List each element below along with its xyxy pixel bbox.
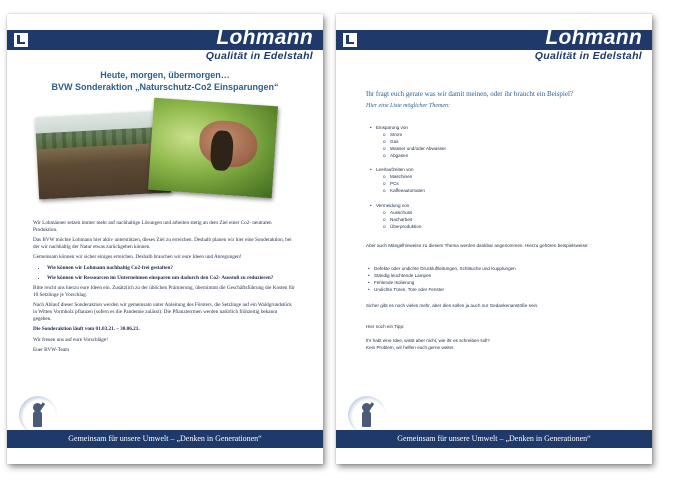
- examples-list: [374, 265, 516, 293]
- topic-item: o Gas: [376, 138, 446, 145]
- paragraph: Ihr habt eine Idee, wisst aber nicht, wie ihr es schreiben soll?: [366, 338, 490, 343]
- brand-tagline: Qualität in Edelstahl: [534, 50, 642, 62]
- flyer-page-1: [7, 14, 323, 464]
- paragraph: Bitte reicht uns hierzu eure Ideen ein. Zusätzlich zu der üblichen Prämierung, übernimmt die Geschäftsführung die Kosten für 10 Setzlinge je Vorschlag.: [33, 285, 295, 298]
- topic-group: [376, 124, 446, 159]
- paragraph: Kein Problem, wir helfen euch gerne weiter.: [366, 344, 455, 350]
- topic-group: [376, 166, 425, 194]
- topic-group-label: • Leerlaufzeiten von: [376, 166, 425, 173]
- topic-group-label: • Einsparung von: [376, 124, 446, 131]
- topic-item: o Ausschuss: [376, 209, 421, 216]
- paragraph: Nach Ablauf dieser Sonderaktion werden wir gemeinsam unter Anleitung des Försters, die Setzlinge auf ein Waldgrundstück in Witten Vormholz pflanzen (sofern es die Pandemie zulässt). Die Pflanzterrmen werden natürlich frühzeitig bekannt gegeben.: [33, 302, 292, 322]
- topic-item: o Abgasen: [376, 152, 446, 159]
- body-text: [33, 220, 295, 354]
- example-item: • Defekte oder undichte Druckluftleitungen, Schläuche und Kupplungen: [374, 265, 516, 272]
- paragraph: Aber auch Mängelhinweise zu diesem Thema werden dankbar angenommen. Hierzu gehören beispielsweise:: [366, 243, 589, 248]
- paragraph: Hier noch ein Tipp:: [366, 324, 405, 329]
- page-title-line2: BVW Sonderaktion „Naturschutz-Co2 Einsparungen“: [51, 82, 279, 92]
- lohmann-logo-icon: [13, 32, 29, 48]
- campaign-dates: Die Sonderaktion läuft vom 01.03.21. – 30.06.21.: [33, 326, 140, 333]
- paragraph: Sicher gibt es noch vieles mehr, aber dies sollen ja auch nur Gedankenanstöße sein.: [366, 303, 539, 308]
- brand-tagline: Qualität in Edelstahl: [205, 50, 313, 62]
- brand-name: Lohmann: [545, 26, 642, 49]
- topics-subtitle: Hier eine Liste möglicher Themen:: [366, 103, 450, 109]
- tip-label: [366, 324, 636, 331]
- intro-question: Ihr fragt euch gerate was wir damit meinen, oder ihr braucht ein Beispiel?: [366, 90, 574, 98]
- mascot-figure-icon: [348, 396, 386, 434]
- flyer-page-2: [336, 14, 652, 464]
- topic-item: o Überproduktion: [376, 223, 421, 230]
- paragraph: Wir Lohmänner setzen immer mehr auf nachhaltige Lösungen und arbeiten stetig an dem Ziel einer Co2- neutralen Produktion.: [33, 220, 272, 233]
- more-text: [366, 303, 636, 310]
- example-item: • Undichte Türen, Tore oder Fenster: [374, 286, 516, 293]
- lohmann-logo-icon: [342, 32, 358, 48]
- topic-group-label: • Vermeidung von: [376, 202, 421, 209]
- topic-item: o Nacharbeit: [376, 216, 421, 223]
- example-item: • Ständig leuchtende Lampen: [374, 272, 516, 279]
- topic-item: o Kaffeeautomaten: [376, 187, 425, 194]
- paragraph: Gemeinsam können wir sicher einiges erreichen. Deshalb brauchen wir eure Ideen und Anregungen!: [33, 254, 242, 261]
- paragraph: Das BVW möchte Lohmann hier aktiv unterstützen, dieses Ziel zu erreichen. Deshalb planen wir hier eine Sonderaktion, bei der wir nachhaltig der Natur etwas zurückgeben können.: [33, 237, 292, 250]
- topic-item: o PCs: [376, 180, 425, 187]
- topic-item: o Wasser und/oder Abwasser: [376, 145, 446, 152]
- example-item: • Fehlende Isolierung: [374, 279, 516, 286]
- tip-text: [366, 338, 636, 351]
- topic-group: [376, 202, 421, 230]
- page-title-line1: Heute, morgen, übermorgen…: [100, 70, 230, 80]
- mascot-figure-icon: [19, 396, 57, 434]
- signature: Euer BVW-Team: [33, 347, 70, 354]
- paragraph: Wir freuen uns auf eure Vorschläge!: [33, 336, 108, 343]
- hands-soil-seedling-photo: [148, 98, 278, 198]
- brand-name: Lohmann: [216, 26, 313, 49]
- question-bullet: • Wie können wir Ressourcen im Unternehmen einsparen um dadurch den Co2- Ausstoß zu reduzieren?: [47, 275, 295, 282]
- examples-intro: [366, 243, 636, 250]
- footer-bar: Gemeinsam für unsere Umwelt – „Denken in Generationen“: [336, 430, 652, 448]
- question-bullet: • Wie können wir Lohmann nachhaltig Co2-frei gestalten?: [47, 265, 295, 272]
- topic-item: o Maschinen: [376, 173, 425, 180]
- photo-collage: [37, 102, 287, 212]
- footer-bar: Gemeinsam für unsere Umwelt – „Denken in Generationen“: [7, 430, 323, 448]
- topic-item: o Strom: [376, 131, 446, 138]
